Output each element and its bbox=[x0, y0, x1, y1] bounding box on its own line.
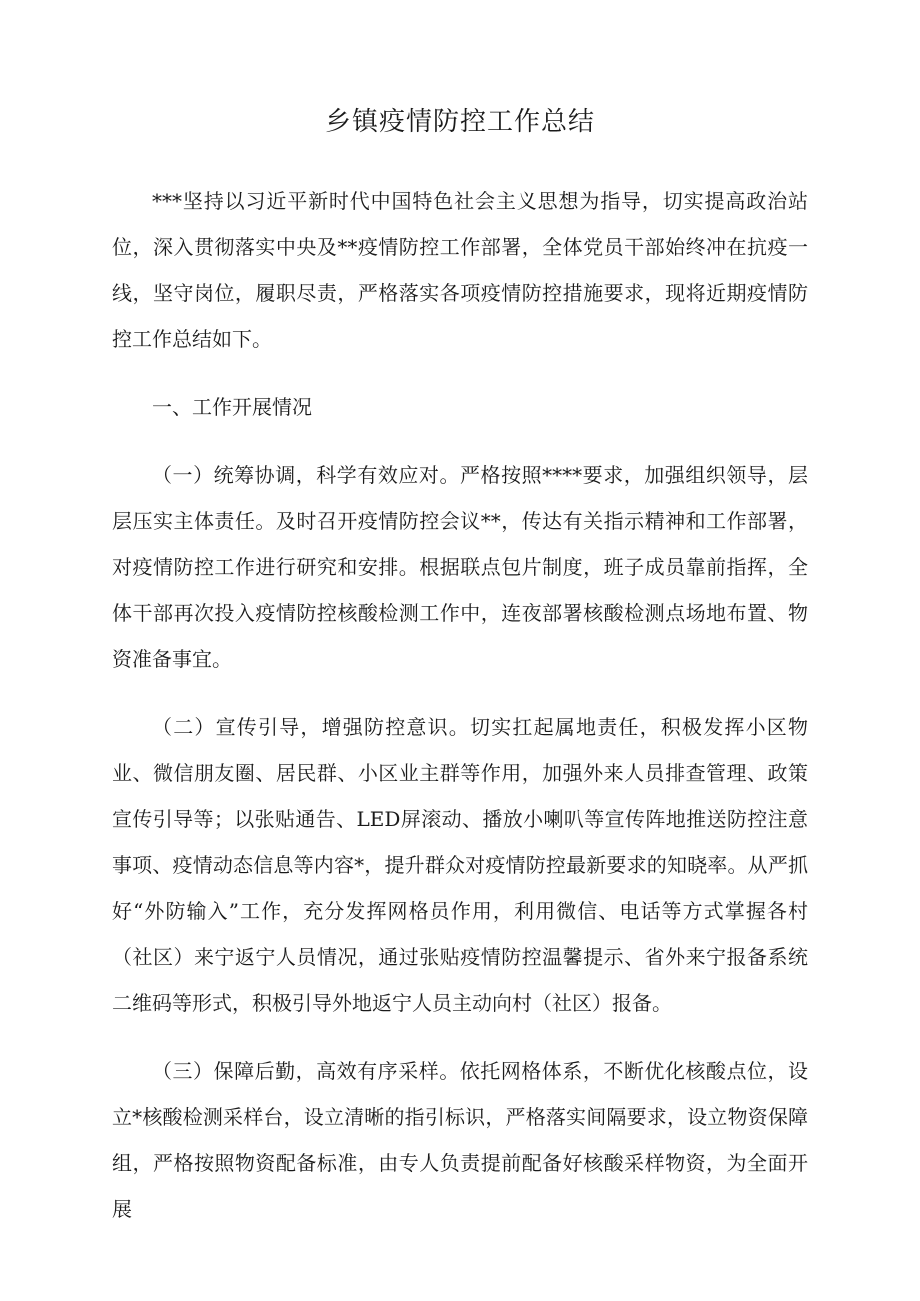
page-title: 乡镇疫情防控工作总结 bbox=[324, 107, 595, 137]
section-heading: 一、工作开展情况 bbox=[152, 395, 312, 419]
paragraph-1: （一）统筹协调，科学有效应对。严格按照****要求，加强组织领导，层层压实主体责任。及时召开疫情防控会议**，传达有关指示精神和工作部署，对疫情防控工作进行研究和安排。根据联点包片制度，班子成员靠前指挥，全体干部再次投入疫情防控核酸检测工作中，连夜部署核酸检测点场地布置、物资准备事宜。 bbox=[112, 463, 808, 671]
intro-paragraph: ***坚持以习近平新时代中国特色社会主义思想为指导，切实提高政治站位，深入贯彻落实中央及**疫情防控工作部署，全体党员干部始终冲在抗疫一线，坚守岗位，履职尽责，严格落实各项疫情防控措施要求，现将近期疫情防控工作总结如下。 bbox=[112, 189, 808, 351]
document-body bbox=[112, 178, 808, 1254]
paragraph-3: （三）保障后勤，高效有序采样。依托网格体系，不断优化核酸点位，设立*核酸检测采样台，设立清晰的指引标识，严格落实间隔要求，设立物资保障组，严格按照物资配备标准，由专人负责提前配备好核酸采样物资，为全面开展 bbox=[112, 1059, 808, 1221]
paragraph-2: （二）宣传引导，增强防控意识。切实扛起属地责任，积极发挥小区物业、微信朋友圈、居民群、小区业主群等作用，加强外来人员排查管理、政策宣传引导等；以张贴通告、LED屏滚动、播放小喇叭等宣传阵地推送防控注意事项、疫情动态信息等内容*，提升群众对疫情防控最新要求的知晓率。从严抓好“外防输入”工作，充分发挥网格员作用，利用微信、电话等方式掌握各村（社区）来宁返宁人员情况，通过张贴疫情防控温馨提示、省外来宁报备系统二维码等形式，积极引导外地返宁人员主动向村（社区）报备。 bbox=[112, 715, 808, 1015]
